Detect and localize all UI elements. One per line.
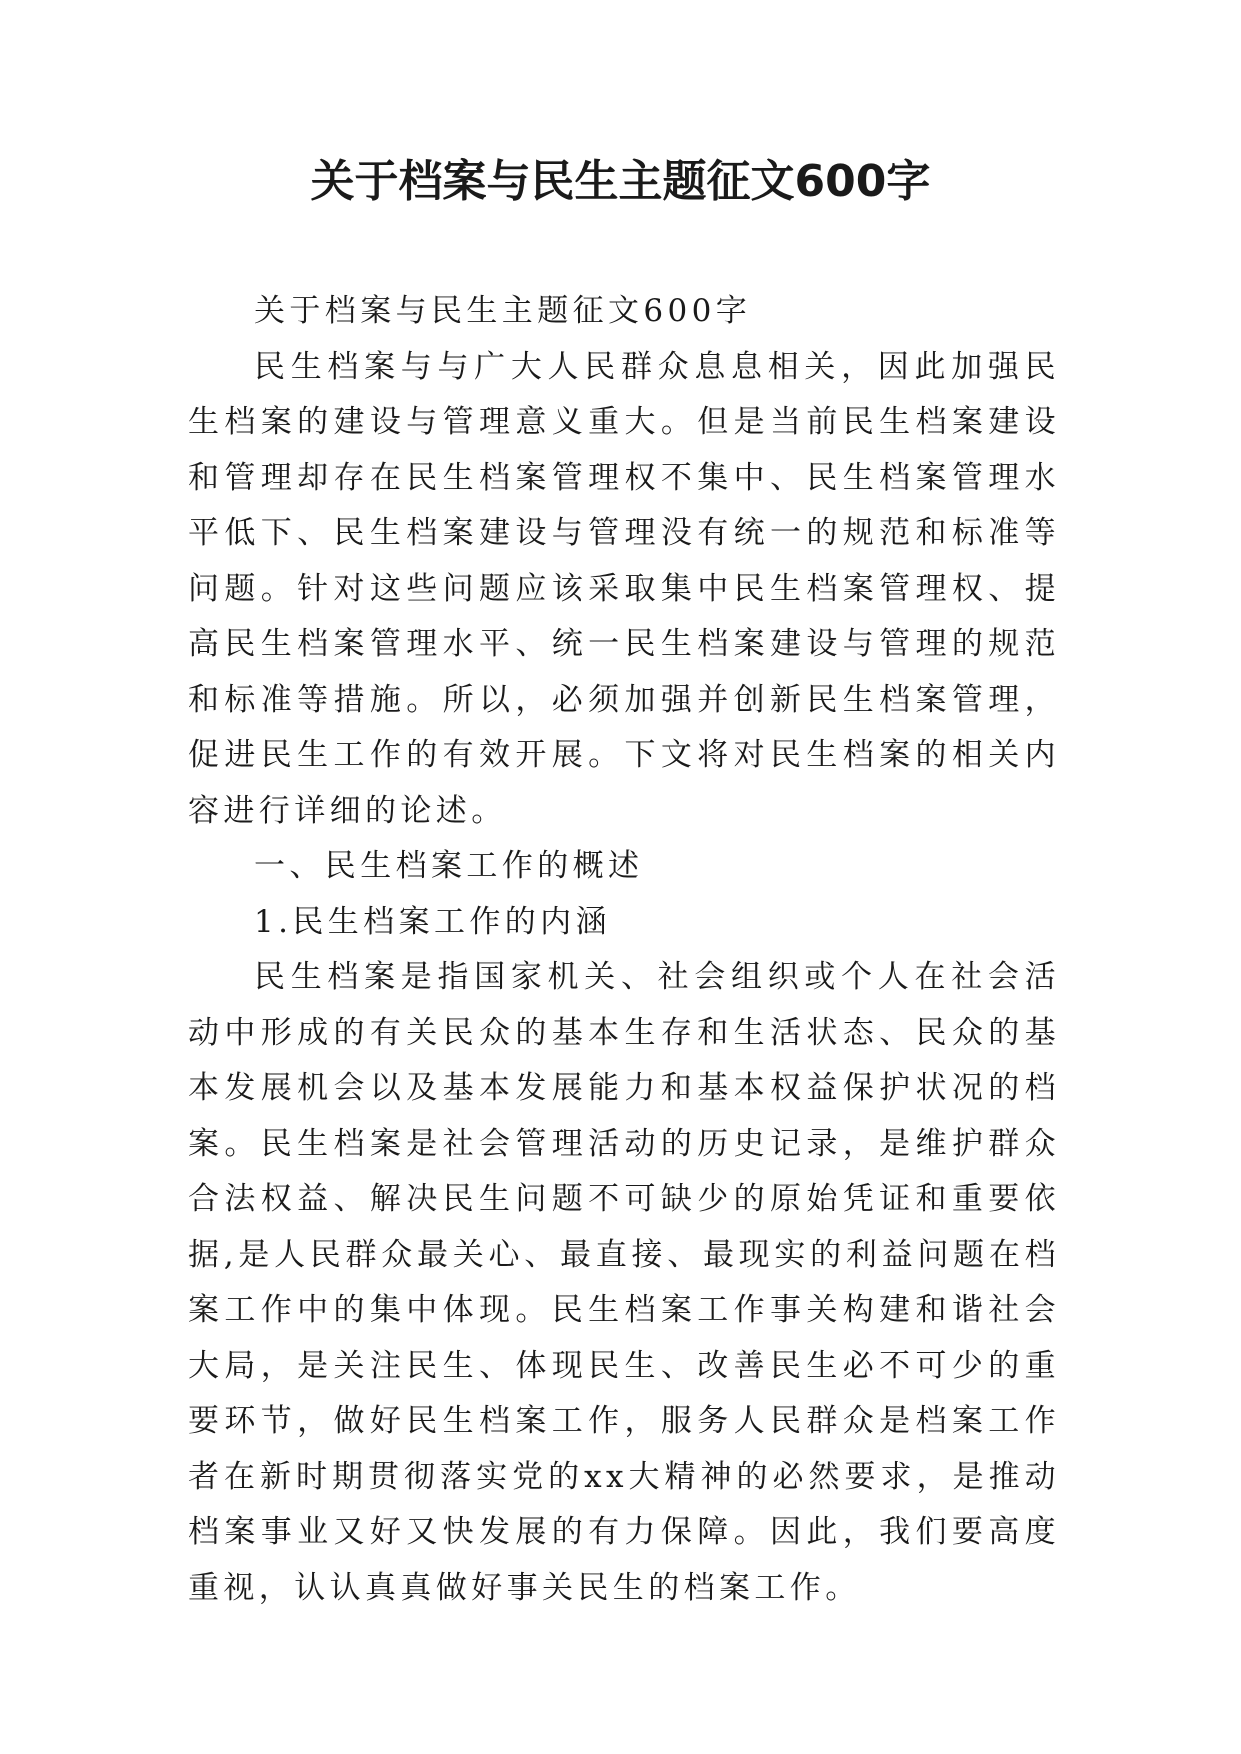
document-body <box>188 284 1060 1616</box>
section-heading: 一、民生档案工作的概述 <box>254 848 644 884</box>
document-title: 关于档案与民生主题征文600字 <box>310 156 931 207</box>
subtitle-paragraph: 关于档案与民生主题征文600字 <box>254 293 752 329</box>
intro-paragraph: 民生档案与与广大人民群众息息相关，因此加强民生档案的建设与管理意义重大。但是当前民生档案建设和管理却存在民生档案管理权不集中、民生档案管理水平低下、民生档案建设与管理没有统一的规范和标准等问题。针对这些问题应该采取集中民生档案管理权、提高民生档案管理水平、统一民生档案建设与管理的规范和标准等措施。所以，必须加强并创新民生档案管理，促进民生工作的有效开展。下文将对民生档案的相关内容进行详细的论述。 <box>188 348 1060 829</box>
subsection-heading: 1.民生档案工作的内涵 <box>254 903 611 940</box>
body-paragraph: 民生档案是指国家机关、社会组织或个人在社会活动中形成的有关民众的基本生存和生活状态、民众的基本发展机会以及基本发展能力和基本权益保护状况的档案。民生档案是社会管理活动的历史记录，是维护群众合法权益、解决民生问题不可缺少的原始凭证和重要依据,是人民群众最关心、最直接、最现实的利益问题在档案工作中的集中体现。民生档案工作事关构建和谐社会大局，是关注民生、体现民生、改善民生必不可少的重要环节，做好民生档案工作，服务人民群众是档案工作者在新时期贯彻落实党的xx大精神的必然要求，是推动档案事业又好又快发展的有力保障。因此，我们要高度重视，认认真真做好事关民生的档案工作。 <box>188 959 1060 1606</box>
